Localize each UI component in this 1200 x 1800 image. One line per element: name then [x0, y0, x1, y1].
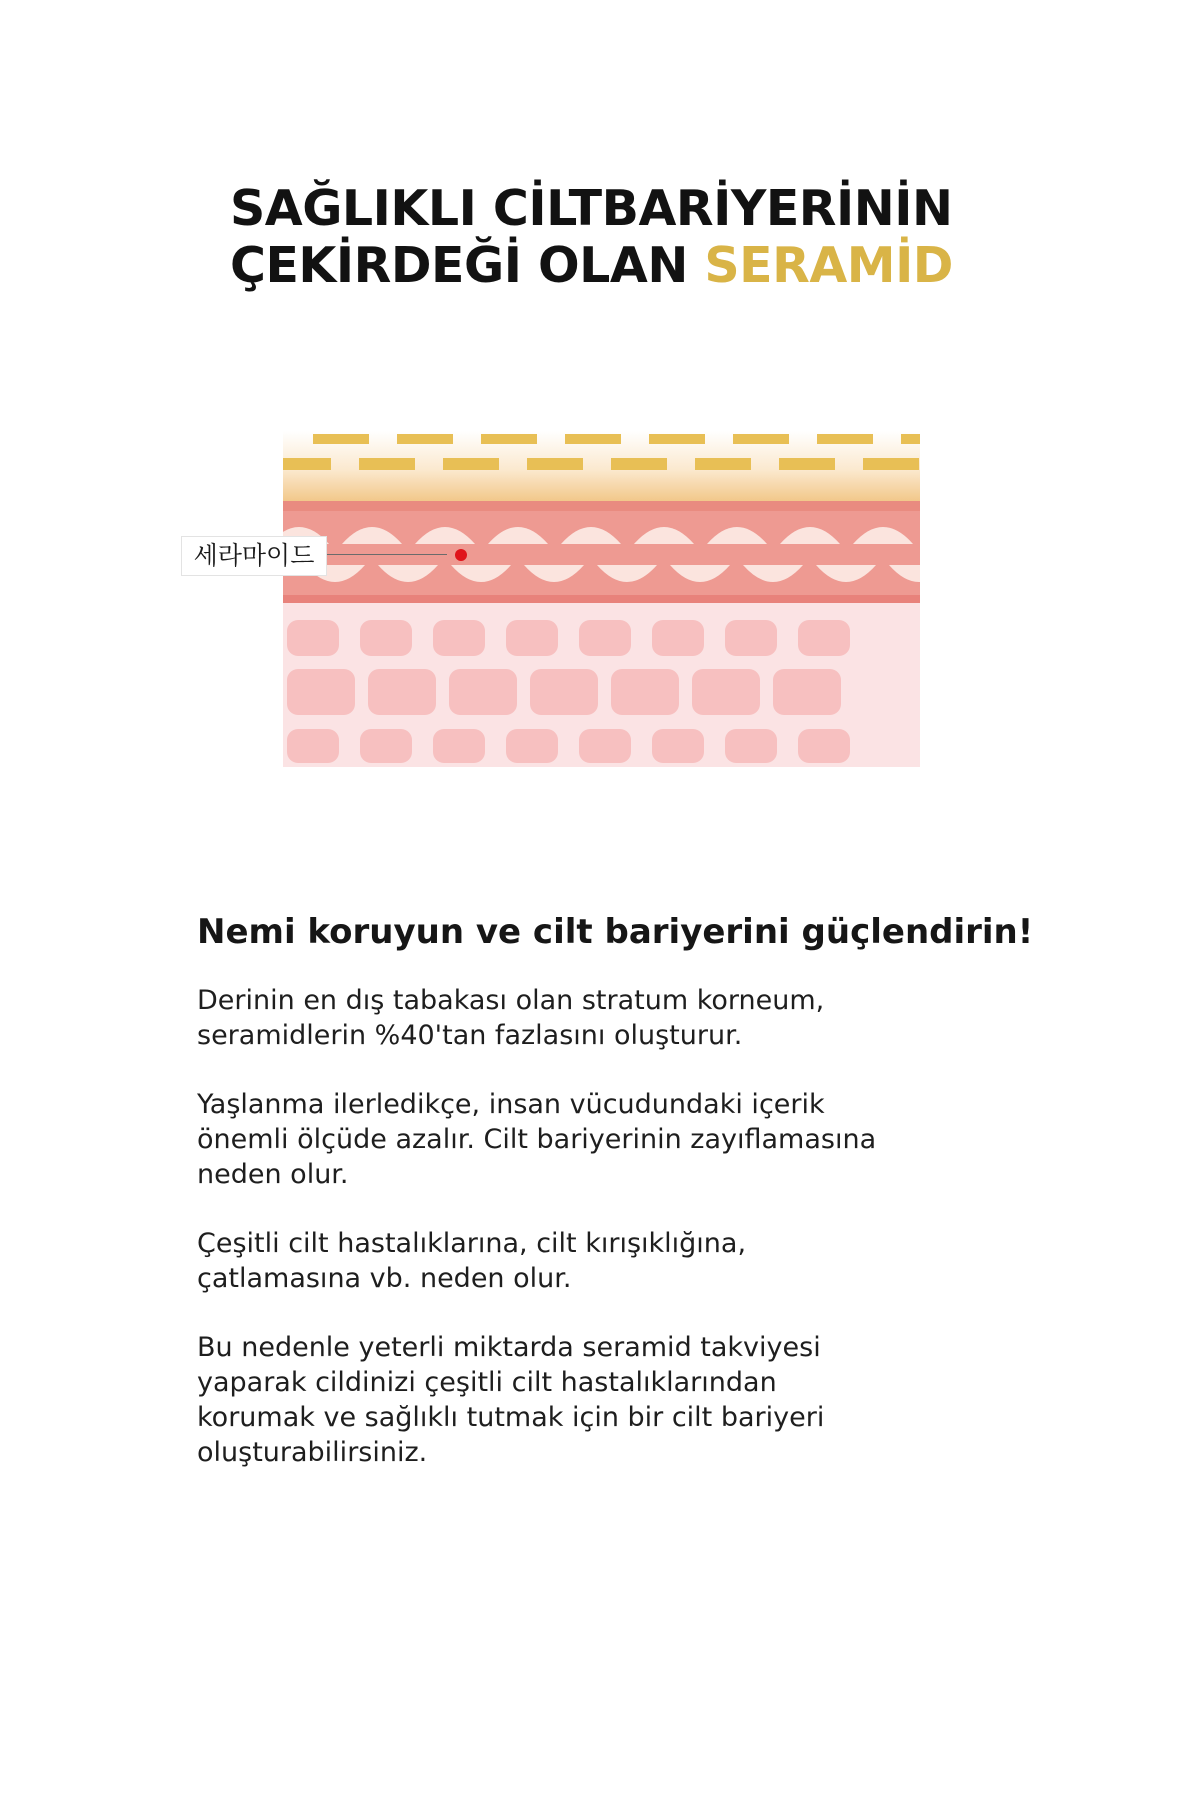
paragraph-line: oluşturabilirsiniz.: [197, 1437, 428, 1468]
skin-cell: [287, 620, 339, 656]
ceramide-lipid-layer: [283, 511, 920, 595]
skin-cell: [360, 620, 412, 656]
page-headline: [230, 180, 1010, 294]
gold-brick: [733, 434, 789, 444]
skin-cell: [652, 729, 704, 763]
paragraph-line: Yaşlanma ilerledikçe, insan vücudundaki içerik: [197, 1089, 825, 1120]
gold-brick: [283, 458, 331, 470]
paragraph-line: seramidlerin %40'tan fazlasını oluşturur.: [197, 1020, 743, 1051]
gold-brick: [649, 434, 705, 444]
gold-brick: [901, 434, 920, 444]
gold-brick: [565, 434, 621, 444]
barrier-edge-top: [283, 501, 920, 511]
skin-cell: [579, 620, 631, 656]
skin-cell: [506, 729, 558, 763]
skin-cell: [287, 729, 339, 763]
paragraph-line: Çeşitli cilt hastalıklarına, cilt kırışıklığına,: [197, 1228, 747, 1259]
skin-cell: [798, 620, 850, 656]
gold-brick: [359, 458, 415, 470]
gold-brick: [695, 458, 751, 470]
headline-line-2: [230, 237, 1010, 294]
gold-brick: [863, 458, 919, 470]
paragraph-line: korumak ve sağlıklı tutmak için bir cilt bariyeri: [197, 1402, 825, 1433]
gold-brick: [527, 458, 583, 470]
gold-brick: [397, 434, 453, 444]
paragraph-line: Derinin en dış tabakası olan stratum korneum,: [197, 985, 825, 1016]
skin-cell: [692, 669, 760, 715]
barrier-edge-bottom: [283, 595, 920, 603]
skin-cell: [773, 669, 841, 715]
gold-brick: [313, 434, 369, 444]
paragraph-line: neden olur.: [197, 1159, 349, 1190]
skin-cell: [579, 729, 631, 763]
skin-cell: [433, 729, 485, 763]
paragraph-line: yaparak cildinizi çeşitli cilt hastalıklarından: [197, 1367, 777, 1398]
skin-cell: [449, 669, 517, 715]
body-text: [197, 983, 1057, 1504]
paragraph-1: [197, 983, 1057, 1053]
paragraph-4: [197, 1330, 1057, 1470]
skin-cell: [725, 729, 777, 763]
headline-line-2-prefix: ÇEKİRDEĞİ OLAN: [230, 237, 705, 294]
gold-brick: [817, 434, 873, 444]
gold-brick: [443, 458, 499, 470]
gold-brick: [611, 458, 667, 470]
ceramide-callout-label: 세라마이드: [181, 536, 327, 576]
skin-cell: [530, 669, 598, 715]
skin-cell: [652, 620, 704, 656]
skin-barrier-diagram: [283, 431, 920, 767]
paragraph-line: Bu nedenle yeterli miktarda seramid takviyesi: [197, 1332, 821, 1363]
skin-layers-illustration: [283, 431, 920, 767]
callout-leader-line: [327, 554, 447, 555]
paragraph-line: önemli ölçüde azalır. Cilt bariyerinin zayıflamasına: [197, 1124, 877, 1155]
gold-brick: [481, 434, 537, 444]
headline-accent-word: SERAMİD: [704, 237, 953, 294]
skin-cell: [798, 729, 850, 763]
skin-cell: [725, 620, 777, 656]
skin-cell: [611, 669, 679, 715]
skin-cell: [506, 620, 558, 656]
paragraph-2: [197, 1087, 1057, 1192]
gold-brick: [779, 458, 835, 470]
section-subheading: Nemi koruyun ve cilt bariyerini güçlendirin!: [197, 912, 1034, 952]
skin-cell: [368, 669, 436, 715]
paragraph-line: çatlamasına vb. neden olur.: [197, 1263, 572, 1294]
headline-line-1: SAĞLIKLI CİLTBARİYERİNİN: [230, 180, 953, 237]
callout-marker-dot: [455, 549, 467, 561]
skin-cell: [433, 620, 485, 656]
skin-cell: [287, 669, 355, 715]
paragraph-3: [197, 1226, 1057, 1296]
skin-cell: [360, 729, 412, 763]
